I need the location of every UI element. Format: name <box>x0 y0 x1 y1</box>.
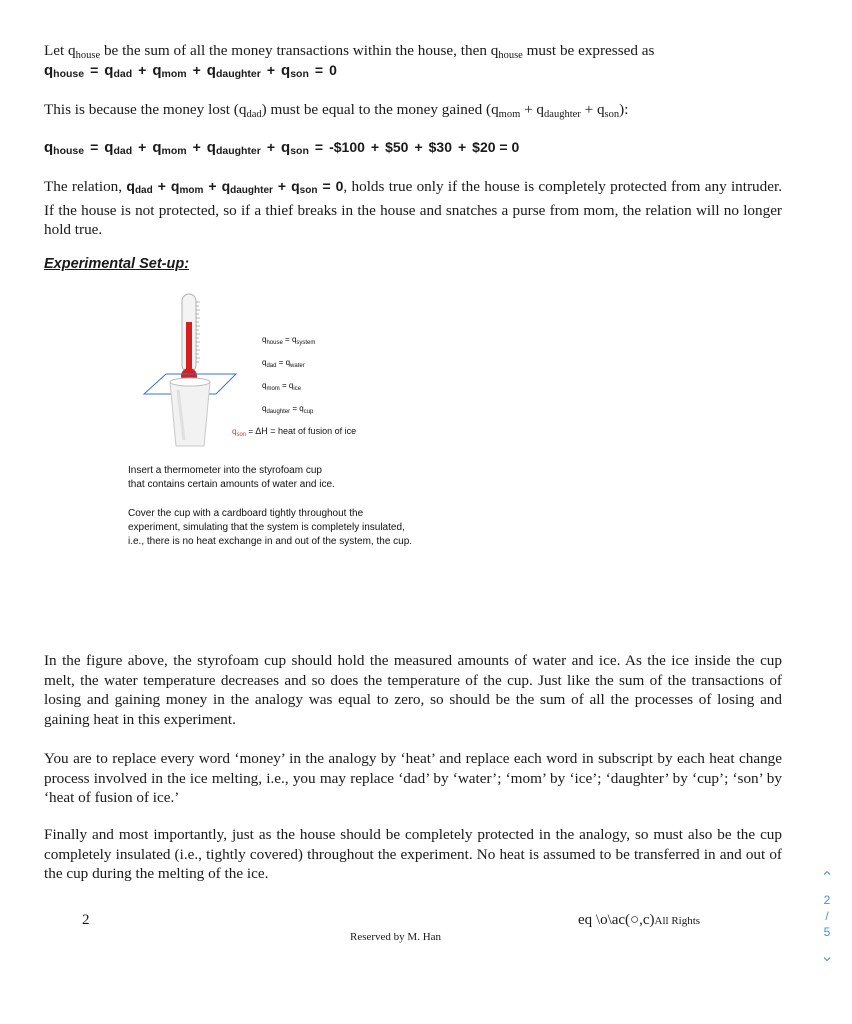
symbol-q: q <box>206 139 216 156</box>
figure-note-cover <box>128 507 412 549</box>
equals-sign: = <box>90 62 99 78</box>
symbol-q: q <box>126 178 135 194</box>
subscript-mom: mom <box>161 145 187 157</box>
subscript-house: house <box>498 50 523 61</box>
equation-sum <box>44 62 337 80</box>
label-son-fusion: $q_{son} = \Delta H$ = heat of fusion of ice <box>232 426 357 438</box>
page-navigator <box>810 862 844 970</box>
equation-result: 0 <box>329 62 337 78</box>
symbol-q: q <box>170 178 180 194</box>
current-page: 2 <box>823 893 831 907</box>
plus-sign: + <box>192 139 201 155</box>
because-paragraph <box>44 100 782 125</box>
plus-sign: + <box>138 139 147 155</box>
because-text: ): <box>619 101 629 118</box>
plus-sign: + <box>266 139 276 155</box>
because-text: ) must be equal to the money gained (q <box>261 101 499 118</box>
symbol-q: q <box>44 62 54 79</box>
subscript-mom: mom <box>179 185 204 196</box>
insulation-paragraph: Finally and most importantly, just as the house should be completely protected in the analogy, so must also be the cup completely insulated (i.e., tightly covered) throughout the experiment. No heat is assumed to be transferred in and out of the cup during the melting of the ice. <box>44 826 782 882</box>
equals-sign: = <box>322 178 331 194</box>
relation-text: , holds true only if the house is completely protected from any intruder. If the house is not protected, so if a thief breaks in the house and snatches a purse from mom, the relation will no longer hold true. <box>44 178 783 238</box>
intro-text: must be expressed as <box>522 42 655 59</box>
thermometer-icon <box>181 294 200 384</box>
subscript-dad: dad <box>113 68 133 80</box>
subscript-son: son <box>299 185 318 196</box>
equals-sign: = <box>314 62 324 78</box>
subscript-son: son <box>290 68 309 80</box>
note-line: experiment, simulating that the system is completely insulated, <box>128 522 405 533</box>
replace-instructions-paragraph: You are to replace every word ‘money’ in the analogy by ‘heat’ and replace each word in subscript by each heat change process involved in the ice melting, i.e., you may replace ‘dad’ by ‘water’; ‘mom’ by ‘ice’; ‘daughter’ by ‘cup’; ‘son’ by ‘heat of fusion of ice.’ <box>44 750 782 806</box>
page-number: 2 <box>82 912 90 928</box>
section-heading: Experimental Set-up: <box>44 256 190 272</box>
label-mom-ice: $q_{mom} = q_{ice}$ <box>262 381 302 392</box>
subscript-dad: dad <box>134 185 153 196</box>
value-daughter: $30 <box>428 139 452 155</box>
total-pages: 5 <box>823 925 831 939</box>
plus-sign: + <box>277 178 287 194</box>
symbol-q: q <box>104 62 114 79</box>
subscript-house: house <box>75 50 101 61</box>
copyright-code: eq \o\ac(○,c) <box>578 912 655 928</box>
symbol-q: q <box>291 178 300 194</box>
subscript-daughter: daughter <box>215 68 261 80</box>
cup-icon <box>170 378 210 446</box>
plus-sign: + <box>266 62 276 78</box>
figure-note-insert <box>128 464 335 492</box>
subscript-house: house <box>53 68 85 80</box>
value-son: $20 <box>472 139 496 155</box>
subscript-daughter: daughter <box>544 109 581 120</box>
label-house-system: $q_{house} = q_{system}$ <box>262 335 316 346</box>
value-mom: $50 <box>385 139 409 155</box>
plus-sign: + <box>192 62 201 78</box>
note-line: Cover the cup with a cardboard tightly throughout the <box>128 508 364 519</box>
symbol-q: q <box>152 139 162 156</box>
symbol-q: q <box>44 139 54 156</box>
value-dad: -$100 <box>329 139 365 155</box>
equals-sign: = <box>90 139 99 155</box>
relation-text: The relation, <box>44 178 127 195</box>
label-dad-water: $q_{dad} = q_{water}$ <box>262 358 305 369</box>
symbol-q: q <box>206 62 216 79</box>
figure-explanation-paragraph: In the figure above, the styrofoam cup should hold the measured amounts of water and ice. As the ice inside the cup melt, the water temperature decreases and so does the temperature of the cup. Just like the sum of the transactions of losing and gaining money in the analogy was equal to zero, so should be the sum of all the processes of losing and gaining heat in this experiment. <box>44 652 782 728</box>
plus-sign: + <box>414 139 423 155</box>
note-line: Insert a thermometer into the styrofoam cup <box>128 465 322 476</box>
because-text: + q <box>580 101 605 118</box>
equation-result: = 0 <box>499 139 520 155</box>
plus-sign: + <box>457 139 467 155</box>
subscript-mom: mom <box>498 109 521 120</box>
subscript-house: house <box>53 145 85 157</box>
subscript-mom: mom <box>161 68 187 80</box>
reserved-by: Reserved by M. Han <box>350 931 442 943</box>
symbol-q: q <box>221 178 231 194</box>
relation-equation <box>126 178 343 194</box>
subscript-daughter: daughter <box>215 145 261 157</box>
subscript-son: son <box>604 109 620 120</box>
relation-paragraph <box>44 177 782 240</box>
plus-sign: + <box>208 178 217 194</box>
copyright-text: All Rights <box>654 915 701 927</box>
chevron-up-icon[interactable]: ‹ <box>819 870 836 876</box>
plus-sign: + <box>157 178 166 194</box>
plus-sign: + <box>138 62 147 78</box>
because-text: This is because the money lost (q <box>44 101 247 118</box>
chevron-down-icon[interactable]: › <box>819 956 836 962</box>
page-separator: / <box>825 909 829 923</box>
experiment-figure <box>140 290 470 460</box>
equation-result: 0 <box>335 178 344 194</box>
symbol-q: q <box>281 139 291 156</box>
subscript-dad: dad <box>113 145 133 157</box>
subscript-son: son <box>290 145 309 157</box>
intro-text: Let q <box>44 42 76 59</box>
symbol-q: q <box>281 62 291 79</box>
subscript-daughter: daughter <box>230 185 273 196</box>
equals-sign: = <box>314 139 324 155</box>
symbol-q: q <box>152 62 162 79</box>
label-daughter-cup: $q_{daughter} = q_{cup}$ <box>262 404 314 415</box>
copyright-field <box>578 912 700 929</box>
plus-sign: + <box>370 139 380 155</box>
note-line: i.e., there is no heat exchange in and out of the system, the cup. <box>128 536 413 547</box>
equation-values <box>44 139 519 157</box>
symbol-q: q <box>104 139 114 156</box>
note-line: that contains certain amounts of water and ice. <box>128 479 335 490</box>
intro-text: be the sum of all the money transactions within the house, then q <box>100 42 499 59</box>
subscript-dad: dad <box>246 109 262 120</box>
because-text: + q <box>520 101 545 118</box>
